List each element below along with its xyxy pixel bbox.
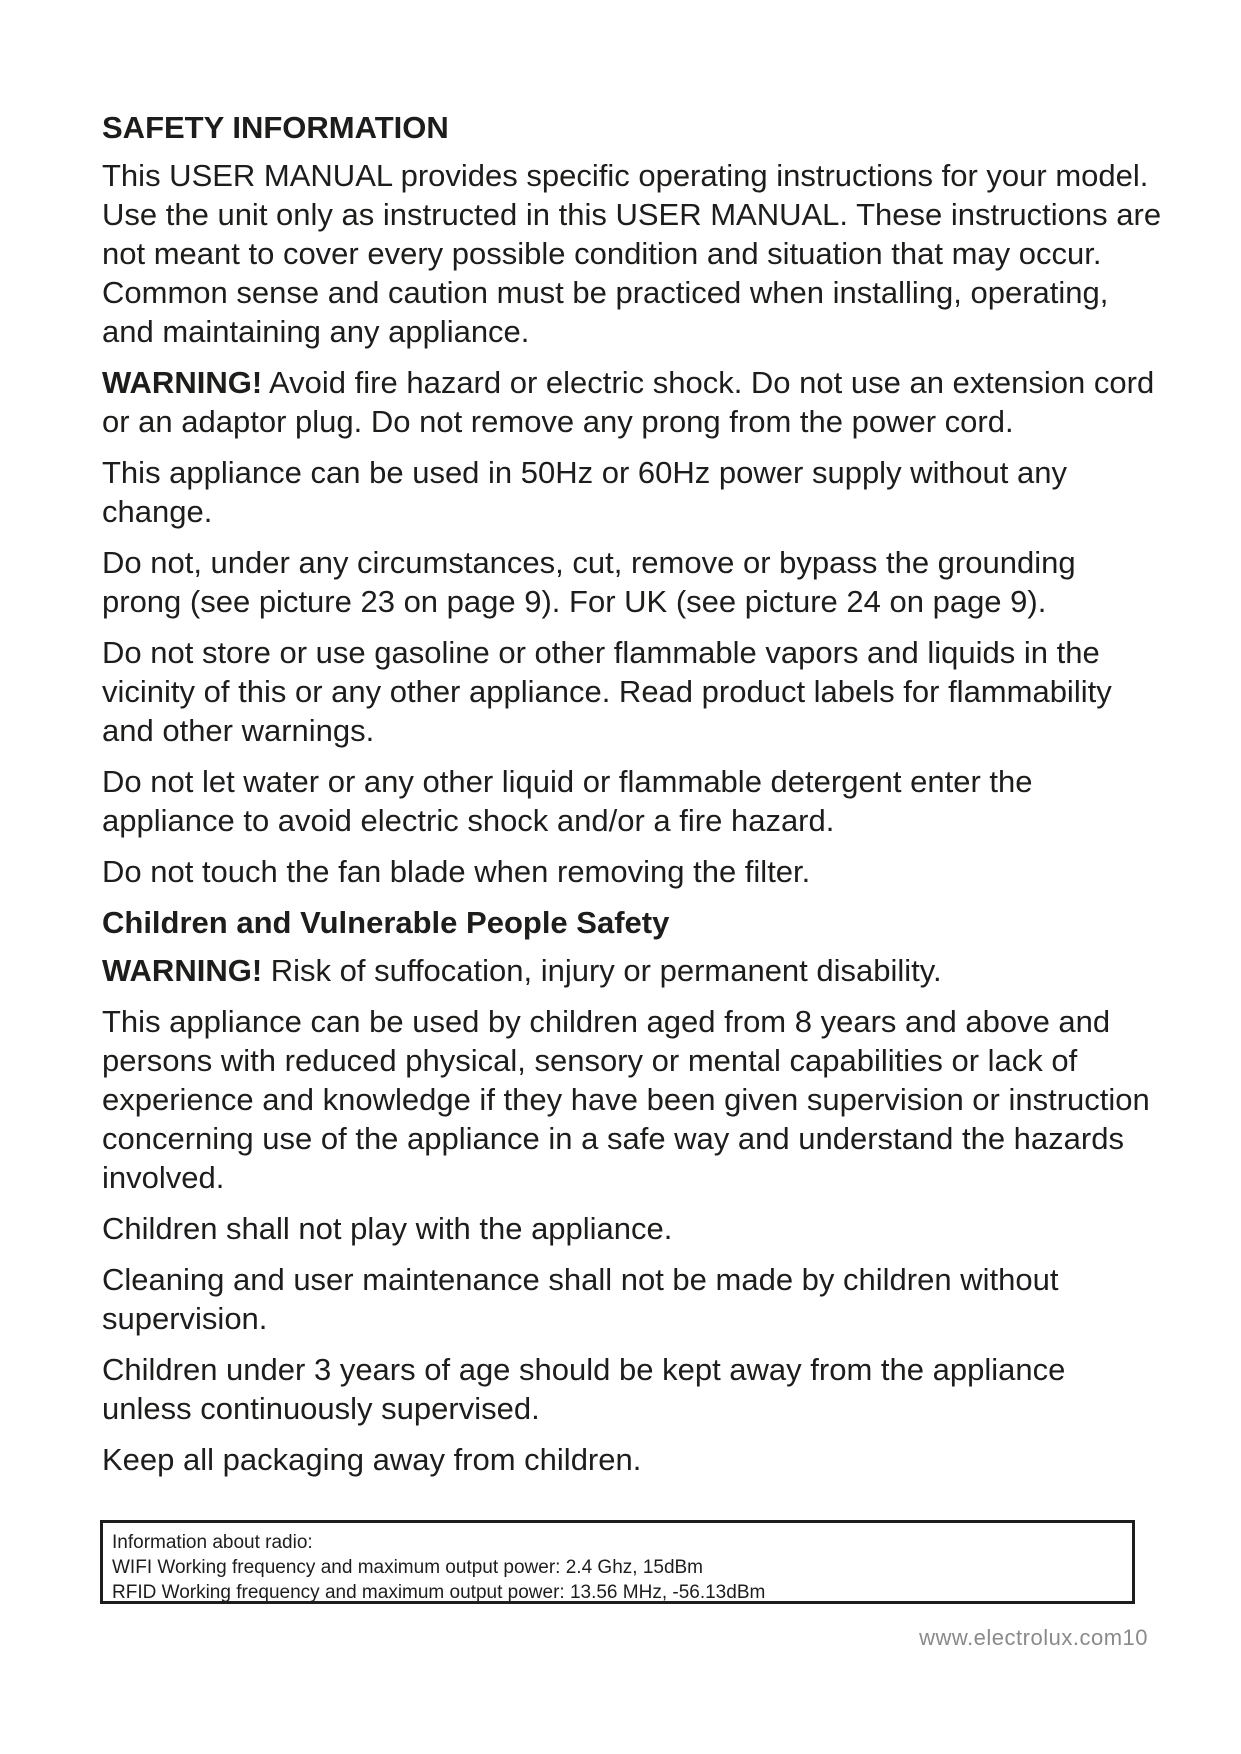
warning-fire-paragraph bbox=[102, 363, 1162, 441]
gasoline-paragraph: Do not store or use gasoline or other flammable vapors and liquids in the vicinity of this or any other appliance. Read product labels for flammability and other warnings. bbox=[102, 635, 1112, 748]
radio-info-box bbox=[100, 1520, 1135, 1604]
page-title: SAFETY INFORMATION bbox=[102, 110, 449, 145]
fan-blade-paragraph: Do not touch the fan blade when removing the filter. bbox=[102, 854, 811, 889]
under-3-paragraph: Children under 3 years of age should be kept away from the appliance unless continuously supervised. bbox=[102, 1352, 1066, 1426]
packaging-paragraph: Keep all packaging away from children. bbox=[102, 1442, 642, 1477]
warning-suffocation-paragraph bbox=[102, 951, 1162, 990]
cleaning-paragraph: Cleaning and user maintenance shall not be made by children without supervision. bbox=[102, 1262, 1059, 1336]
children-play-paragraph: Children shall not play with the appliance. bbox=[102, 1211, 673, 1246]
grounding-paragraph: Do not, under any circumstances, cut, remove or bypass the grounding prong (see picture 23 on page 9). For UK (see picture 24 on page 9). bbox=[102, 545, 1076, 619]
warning-text: Risk of suffocation, injury or permanent disability. bbox=[262, 953, 942, 988]
radio-rfid-line: RFID Working frequency and maximum output power: 13.56 MHz, -56.13dBm bbox=[112, 1582, 766, 1603]
radio-wifi-line: WIFI Working frequency and maximum output power: 2.4 Ghz, 15dBm bbox=[112, 1557, 704, 1578]
warning-label: WARNING! bbox=[102, 953, 263, 988]
radio-info-title: Information about radio: bbox=[112, 1532, 313, 1553]
warning-text: Avoid fire hazard or electric shock. Do not use an extension cord or an adaptor plug. Do not remove any prong from the power cord. bbox=[102, 365, 1155, 439]
water-paragraph: Do not let water or any other liquid or flammable detergent enter the appliance to avoid electric shock and/or a fire hazard. bbox=[102, 764, 1033, 838]
manual-page bbox=[102, 108, 1162, 1491]
section-subheading: Children and Vulnerable People Safety bbox=[102, 905, 670, 940]
intro-paragraph: This USER MANUAL provides specific operating instructions for your model. Use the unit only as instructed in this USER MANUAL. These instructions are not meant to cover every possible condition and situation that may occur. Common sense and caution must be practiced when installing, operating, and maintaining any appliance. bbox=[102, 158, 1162, 349]
warning-label: WARNING! bbox=[102, 365, 263, 400]
footer-website-page-number: www.electrolux.com10 bbox=[919, 1625, 1148, 1650]
children-age-paragraph: This appliance can be used by children aged from 8 years and above and persons with reduced physical, sensory or mental capabilities or lack of experience and knowledge if they have been given supervision or instruction concerning use of the appliance in a safe way and understand the hazards involved. bbox=[102, 1004, 1150, 1195]
power-supply-paragraph: This appliance can be used in 50Hz or 60Hz power supply without any change. bbox=[102, 455, 1067, 529]
